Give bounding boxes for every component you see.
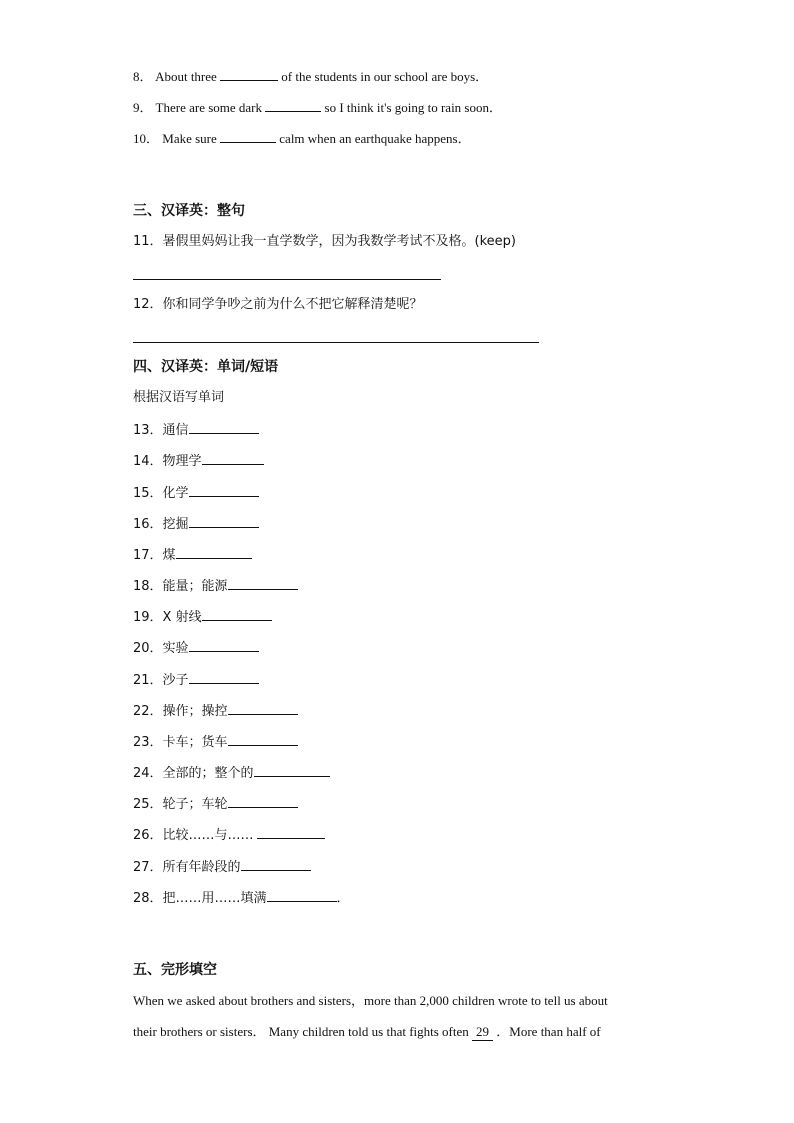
fill-item	[133, 68, 488, 85]
vocab-prompt: 18．能量；能源	[133, 579, 228, 594]
answer-blank[interactable]	[241, 858, 311, 871]
answer-blank[interactable]	[202, 452, 264, 465]
answer-blank[interactable]	[220, 130, 276, 143]
vocab-item	[133, 452, 264, 470]
vocab-prompt: 14．物理学	[133, 454, 202, 469]
vocab-item	[133, 795, 298, 813]
vocab-prompt: 21．沙子	[133, 673, 189, 688]
cloze-blank[interactable]	[472, 1024, 493, 1041]
vocab-prompt: 15．化学	[133, 486, 189, 501]
vocab-prompt: 19．X 射线	[133, 610, 202, 625]
cloze-number: 29	[476, 1024, 490, 1039]
answer-blank[interactable]	[189, 515, 259, 528]
passage-line	[133, 1024, 601, 1041]
answer-line[interactable]	[133, 342, 539, 343]
answer-blank[interactable]	[228, 577, 298, 590]
item-text-before: There are some dark	[155, 100, 263, 115]
vocab-prompt: 27．所有年龄段的	[133, 860, 241, 875]
item-number: 8．	[133, 69, 153, 84]
vocab-item	[133, 515, 259, 533]
answer-blank[interactable]	[254, 764, 330, 777]
passage-text: ．More than half of	[496, 1024, 601, 1039]
section-instruction: 根据汉语写单词	[133, 390, 225, 405]
vocab-item	[133, 484, 259, 502]
vocab-item	[133, 608, 272, 626]
section-heading: 四、汉译英：单词/短语	[133, 359, 279, 375]
vocab-prompt: 16．挖掘	[133, 517, 189, 532]
question-text: 11．暑假里妈妈让我一直学数学，因为我数学考试不及格。(keep)	[133, 234, 516, 249]
passage-line: When we asked about brothers and sisters，more than 2,000 children wrote to tell us about	[133, 993, 608, 1008]
item-text-after: calm when an earthquake happens．	[279, 131, 471, 146]
item-number: 10．	[133, 131, 160, 146]
item-text-after: of the students in our school are boys．	[281, 69, 489, 84]
vocab-prompt: 24．全部的；整个的	[133, 766, 254, 781]
vocab-item	[133, 546, 252, 564]
vocab-item	[133, 639, 259, 657]
vocab-prompt: 28．把……用……填满	[133, 891, 267, 906]
item-number: 9．	[133, 100, 153, 115]
fill-item	[133, 99, 502, 116]
answer-blank[interactable]	[257, 826, 325, 839]
vocab-item	[133, 702, 298, 720]
vocab-item	[133, 671, 259, 689]
item-text-before: Make sure	[162, 131, 217, 146]
answer-blank[interactable]	[228, 702, 298, 715]
vocab-item	[133, 889, 350, 907]
vocab-suffix: ．	[336, 891, 350, 906]
answer-blank[interactable]	[189, 671, 259, 684]
question-text: 12．你和同学争吵之前为什么不把它解释清楚呢？	[133, 297, 423, 312]
vocab-prompt: 22．操作；操控	[133, 704, 228, 719]
vocab-prompt: 13．通信	[133, 423, 189, 438]
answer-blank[interactable]	[267, 889, 337, 902]
answer-blank[interactable]	[228, 795, 298, 808]
answer-blank[interactable]	[220, 68, 278, 81]
answer-blank[interactable]	[228, 733, 298, 746]
vocab-item	[133, 826, 325, 844]
vocab-item	[133, 764, 330, 782]
vocab-prompt: 17．煤	[133, 548, 176, 563]
vocab-item	[133, 858, 311, 876]
vocab-item	[133, 733, 298, 751]
vocab-item	[133, 421, 259, 439]
fill-item	[133, 130, 471, 147]
item-text-before: About three	[155, 69, 217, 84]
vocab-item	[133, 577, 298, 595]
passage-text: their brothers or sisters． Many children told us that fights often	[133, 1024, 469, 1039]
answer-blank[interactable]	[265, 99, 321, 112]
vocab-prompt: 26．比较……与……	[133, 828, 254, 843]
section-heading: 五、完形填空	[133, 962, 217, 978]
answer-line[interactable]	[133, 279, 441, 280]
answer-blank[interactable]	[189, 484, 259, 497]
vocab-prompt: 23．卡车；货车	[133, 735, 228, 750]
answer-blank[interactable]	[176, 546, 252, 559]
item-text-after: so I think it's going to rain soon．	[324, 100, 502, 115]
vocab-prompt: 25．轮子；车轮	[133, 797, 228, 812]
section-heading: 三、汉译英：整句	[133, 203, 245, 219]
answer-blank[interactable]	[189, 639, 259, 652]
answer-blank[interactable]	[202, 608, 272, 621]
answer-blank[interactable]	[189, 421, 259, 434]
vocab-prompt: 20．实验	[133, 641, 189, 656]
